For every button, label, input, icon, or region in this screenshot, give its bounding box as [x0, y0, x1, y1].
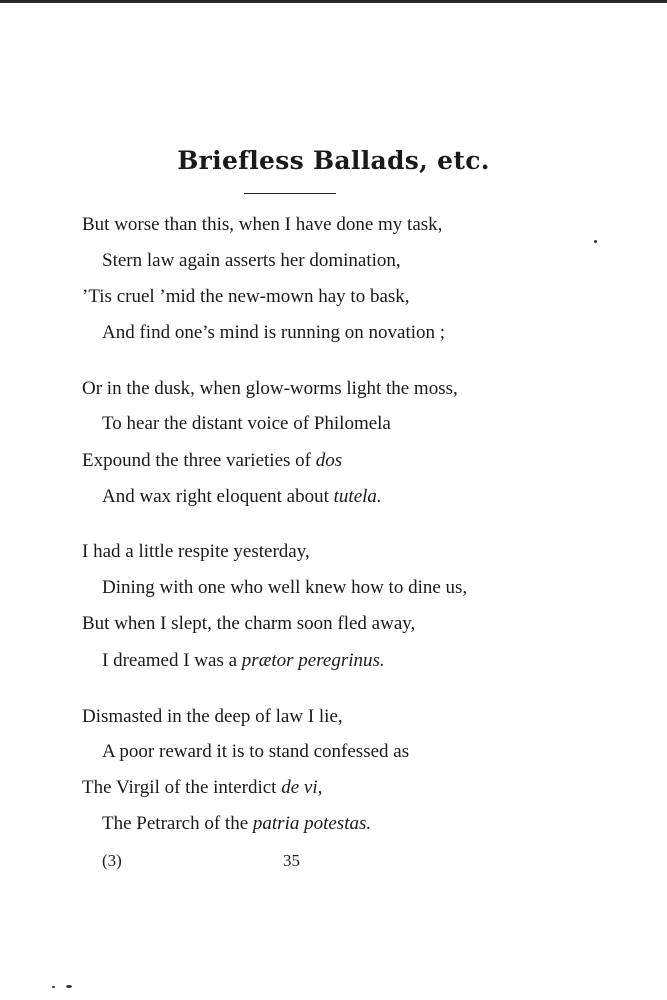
poem-line: Dismasted in the deep of law I lie, — [82, 706, 343, 727]
scan-speck — [66, 985, 72, 988]
top-border-rule — [0, 0, 667, 3]
poem-line: But worse than this, when I have done my task, — [82, 214, 443, 235]
scan-speck — [594, 240, 597, 243]
page-number: 35 — [283, 851, 300, 870]
poem-line: I had a little respite yesterday, — [82, 541, 310, 562]
poem-line: A poor reward it is to stand confessed as — [102, 741, 410, 762]
poem-line: I dreamed I was a prætor peregrinus. — [102, 650, 385, 671]
poem-line: Expound the three varieties of dos — [82, 450, 343, 471]
poem-line: And wax right eloquent about tutela. — [102, 486, 382, 507]
poem-line: ’Tis cruel ’mid the new-mown hay to bask, — [82, 286, 410, 307]
poem-line: Stern law again asserts her domination, — [102, 250, 401, 271]
poem-line: Dining with one who well knew how to dine us, — [102, 577, 468, 598]
title-divider — [244, 193, 336, 194]
poem-line: Or in the dusk, when glow-worms light the moss, — [82, 378, 458, 399]
poem-line: And find one’s mind is running on novation ; — [102, 322, 446, 343]
signature-mark: (3) — [102, 851, 122, 870]
poem-line: To hear the distant voice of Philomela — [102, 413, 391, 434]
poem-line: The Virgil of the interdict de vi, — [82, 777, 323, 798]
scan-speck — [52, 986, 55, 988]
poem-line: But when I slept, the charm soon fled away, — [82, 613, 416, 634]
page-title: Briefless Ballads, etc. — [177, 146, 490, 175]
poem-line: The Petrarch of the patria potestas. — [102, 813, 372, 834]
